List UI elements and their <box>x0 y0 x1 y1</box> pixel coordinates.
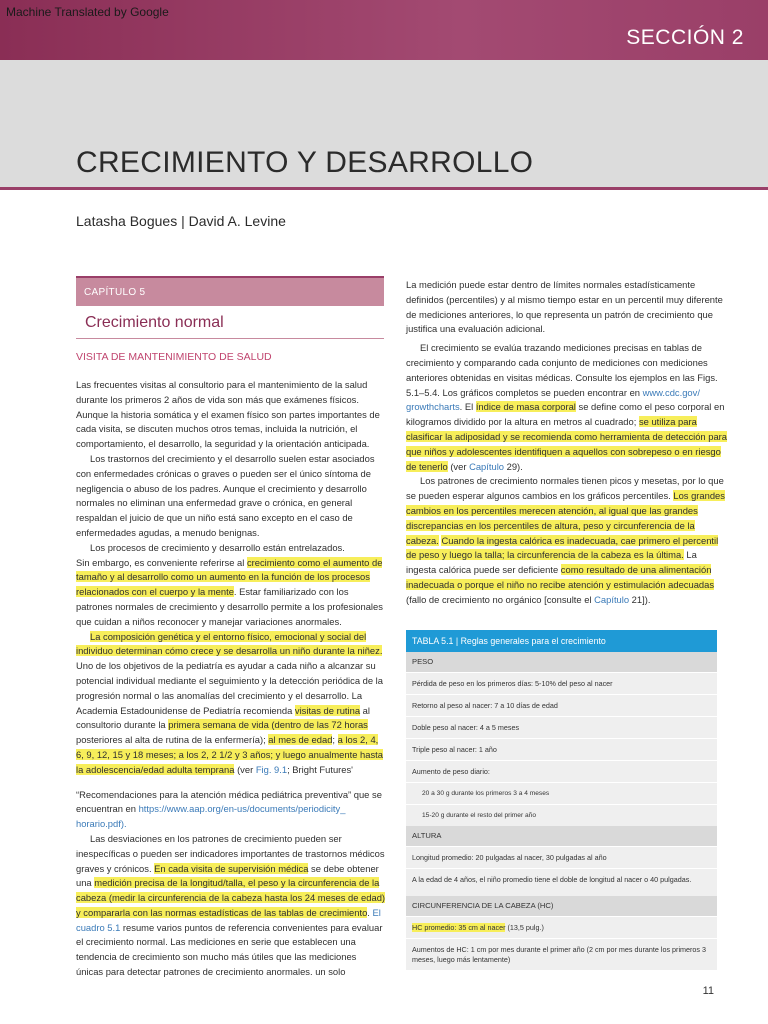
text-run: “Recomendaciones para la atención médica pediátrica preventiva” que se encuentran en <box>76 788 382 815</box>
table-row: 15-20 g durante el resto del primer año <box>406 804 717 826</box>
title-rule <box>0 187 768 190</box>
highlight: crecimiento como el aumento de tamaño y al desarrollo como un aumento en la función de los procesos relacionados con el cuerpo y la mente <box>76 556 383 598</box>
highlight: visitas de rutina <box>294 704 361 716</box>
text-run: . <box>367 906 370 918</box>
text-run: 21]). <box>631 593 651 605</box>
table-row <box>406 916 717 938</box>
authors: Latasha Bogues | David A. Levine <box>76 213 286 229</box>
text-run: al consultorio durante la <box>76 704 370 731</box>
text-run: La ingesta calórica puede ser deficiente <box>406 549 697 576</box>
table-row: Longitud promedio: 20 pulgadas al nacer, 30 pulgadas al año <box>406 846 717 868</box>
highlight: al mes de edad <box>268 734 333 746</box>
text-run: Sin embargo, es conveniente referirse al <box>76 556 245 568</box>
highlight: Los grandes cambios en los percentiles merecen atención, al igual que las grandes discrepancias en los percentiles de altura, peso y circunferencia de la cabeza. <box>406 490 725 546</box>
table-link[interactable]: El cuadro 5.1 <box>76 906 381 933</box>
text-run: . Estar familiarizado con los patrones normales de crecimiento y desarrollo permite a los profesionales que cuidan a niños reconocer y manejar variaciones anormales. <box>76 586 383 627</box>
highlight: medición precisa de la longitud/talla, el peso y la circunferencia de la cabeza (medir la circunferencia de la cabeza hasta los 24 meses de edad) y compararla con las normas estadísticas de las tablas de crecimiento <box>76 877 386 918</box>
highlight: La composición genética y el entorno físico, emocional y social del individuo determinan cómo crece y se desarrolla un niño durante la niñez. <box>76 630 383 657</box>
table-row: 20 a 30 g durante los primeros 3 a 4 meses <box>406 782 717 804</box>
chapter-title: CRECIMIENTO Y DESARROLLO <box>76 146 534 179</box>
text-run: se debe obtener una <box>76 862 379 889</box>
subtitle-rule <box>76 338 384 339</box>
figure-link[interactable]: Fig. 9.1 <box>255 763 288 775</box>
paragraph <box>406 341 728 474</box>
chapter-link[interactable]: Capítulo <box>469 460 504 472</box>
table-section-height: ALTURA <box>406 826 717 846</box>
highlight: se utiliza para clasificar la adiposidad y se recomienda como herramienta de detección para que niños y adolescentes identifiquen a aquellos con sobrepeso o en riesgo de tenerlo <box>406 416 728 472</box>
text-run: (ver <box>450 460 467 472</box>
url-link[interactable]: https://www.aap.org/en-us/documents/periodicity_ horario.pdf). <box>76 803 346 830</box>
table-row: Pérdida de peso en los primeros días: 5-10% del peso al nacer <box>406 672 717 694</box>
table-row: Aumentos de HC: 1 cm por mes durante el primer año (2 cm por mes durante los primeros 3 meses, luego más lentamente) <box>406 938 717 970</box>
chapter-link[interactable]: Capítulo <box>594 593 630 605</box>
table-row: Aumento de peso diario: <box>406 760 717 782</box>
text-run: (13,5 pulg.) <box>507 923 544 932</box>
paragraph: Las frecuentes visitas al consultorio para el mantenimiento de la salud durante los primeros 2 años de vida son más que exámenes físicos. Aunque la historia somática y el examen físico son partes importantes de cada visita, se discuten muchos otros temas, incluida la nutrición, el comportamiento, el desarrollo, la seguridad y la orientación anticipada. <box>76 379 380 450</box>
text-run: ; Bright Futures' <box>287 763 353 775</box>
paragraph <box>406 474 728 607</box>
text-run: resume varios puntos de referencia convenientes para evaluar el crecimiento normal. Las mediciones en serie que establecen una tendencia de crecimiento son mucho más útiles que las mediciones únicas para detectar patrones de crecimiento anormales. un solo <box>76 921 383 978</box>
paragraph <box>76 556 386 630</box>
table-row: A la edad de 4 años, el niño promedio tiene el doble de longitud al nacer o 40 pulgadas. <box>406 868 717 896</box>
right-column-text <box>406 278 728 608</box>
left-column-text <box>76 378 386 980</box>
table-row: Retorno al peso al nacer: 7 a 10 días de edad <box>406 694 717 716</box>
text-run: El crecimiento se evalúa trazando mediciones precisas en tablas de crecimiento y comparando cada conjunto de mediciones con mediciones anteriores obtenidas en visitas médicas. Consulte los ejemplos en las Figs. 5.1–5.4. Los gráficos completos se pueden encontrar en <box>406 342 718 398</box>
paragraph <box>76 630 386 660</box>
table-row: Doble peso al nacer: 4 a 5 meses <box>406 716 717 738</box>
paragraph <box>76 788 386 832</box>
paragraph: Los procesos de crecimiento y desarrollo están entrelazados. <box>90 541 345 553</box>
highlight: Cuando la ingesta calórica es inadecuada, cae primero el percentil de peso y luego la talla; la circunferencia de la cabeza es la última. <box>406 534 719 561</box>
machine-translated-label: Machine Translated by Google <box>6 5 169 19</box>
text-run: se define como el peso corporal en kilogramos dividido por la altura en metros al cuadrado; <box>406 401 725 428</box>
page-number: 11 <box>702 985 714 997</box>
paragraph <box>76 832 386 980</box>
text-run: ; <box>332 734 336 746</box>
chapter-header-box <box>76 276 384 363</box>
chapter-label: CAPÍTULO 5 <box>76 278 384 306</box>
table-title: TABLA 5.1 | Reglas generales para el crecimiento <box>406 630 717 652</box>
paragraph: Los trastornos del crecimiento y el desarrollo suelen estar asociados con enfermedades crónicas o graves o pueden ser el único síntoma de negligencia o abuso de los padres. Aunque el crecimiento y desarrollo normales no eliminan una enfermedad grave o crónica, en general respaldan el juicio de que un niño está sano excepto en el caso de enfermedades agudas, a menudo benignas. <box>76 452 375 538</box>
highlight: HC promedio: 35 cm al nacer <box>412 923 506 932</box>
text-run: (ver <box>237 763 254 775</box>
text-run: Los patrones de crecimiento normales tienen picos y mesetas, por lo que se pueden esperar algunos cambios en los gráficos percentiles. <box>406 475 724 502</box>
text-run: . El <box>459 401 474 413</box>
highlight: índice de masa corporal <box>475 401 576 413</box>
section-label: SECCIÓN 2 <box>626 26 744 49</box>
paragraph: La medición puede estar dentro de límites normales estadísticamente definidos (percentiles) y al mismo tiempo estar en un percentil muy diferente de mediciones anteriores, lo que representa un patrón de crecimiento que justifica una evaluación adicional. <box>406 279 723 335</box>
table-row: Triple peso al nacer: 1 año <box>406 738 717 760</box>
text-run: 29). <box>506 460 523 472</box>
table-section-head-circumference: CIRCUNFERENCIA DE LA CABEZA (HC) <box>406 896 717 916</box>
url-link[interactable]: www.cdc.gov/ growthcharts <box>406 386 700 413</box>
highlight: como resultado de una alimentación inadecuada o porque el niño no recibe atención y estimulación adecuadas <box>406 564 715 590</box>
chapter-subtitle: Crecimiento normal <box>85 314 224 331</box>
text-run: (fallo de crecimiento no orgánico [consulte el <box>406 593 592 605</box>
section-heading: VISITA DE MANTENIMIENTO DE SALUD <box>76 351 272 363</box>
growth-rules-table <box>406 630 717 970</box>
text-run: posteriores al alta de rutina de la enfermería); <box>76 734 266 746</box>
highlight: a los 2, 4, 6, 9, 12, 15 y 18 meses; a los 2, 2 1/2 y 3 años; y luego anualmente hasta la adolescencia/edad adulta temprana <box>76 734 383 775</box>
table-section-weight: PESO <box>406 652 717 672</box>
text-run: Uno de los objetivos de la pediatría es ayudar a cada niño a alcanzar su potencial individual mediante el seguimiento y la detección periódica de la progresión normal o las anomalías del crecimiento y el desarrollo. La Academia Estadounidense de Pediatría recomienda <box>76 660 383 716</box>
highlight: En cada visita de supervisión médica <box>154 862 309 874</box>
paragraph <box>76 659 386 777</box>
highlight: primera semana de vida (dentro de las 72 horas <box>168 719 368 731</box>
text-run: Las desviaciones en los patrones de crecimiento pueden ser inespecíficas o pueden ser indicadores importantes de trastornos médicos graves y crónicos. <box>76 832 385 874</box>
